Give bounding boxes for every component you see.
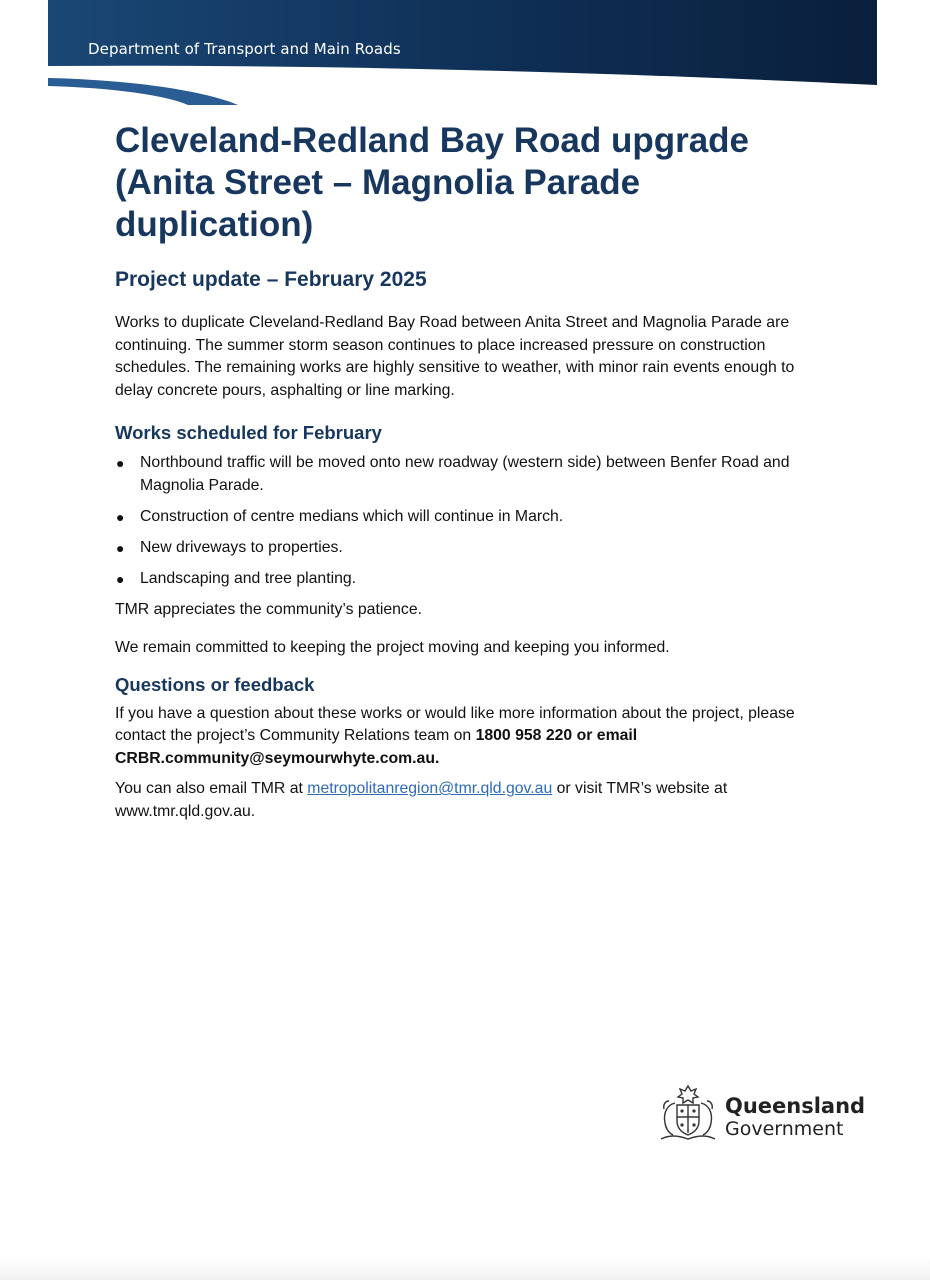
email-suffix: or visit TMR’s website at www.tmr.qld.gov.au. [115,780,728,820]
tmr-email-link[interactable]: metropolitanregion@tmr.qld.gov.au [307,780,553,797]
contact-text: If you have a question about these works or would like more information about the project, please contact the project’s Community Relations team on [115,704,795,744]
list-item [115,568,815,591]
queensland-government-logo [655,1083,866,1145]
bullet-icon: ● [116,455,125,471]
questions-heading: Questions or feedback [115,673,315,695]
list-item [115,452,815,497]
email-paragraph [115,778,815,823]
intro-paragraph: Works to duplicate Cleveland-Redland Bay Road between Anita Street and Magnolia Parade are continuing. The summer storm season continues to place increased pressure on construction schedules. The remaining works are highly sensitive to weather, with minor rain events enough to delay concrete pours, asphalting or line marking. [115,314,795,399]
list-item-text: Northbound traffic will be moved onto new roadway (western side) between Benfer Road and Magnolia Parade. [140,454,790,494]
works-list [115,452,815,590]
bullet-icon: ● [116,508,125,525]
bullet-icon: ● [116,539,125,556]
list-item [115,506,815,529]
appreciation-paragraph: TMR appreciates the community’s patience. [115,600,423,618]
logo-queensland: Queensland [725,1094,866,1118]
list-item-text: Construction of centre medians which will continue in March. [140,507,564,525]
commitment-paragraph: We remain committed to keeping the project moving and keeping you informed. [115,639,670,656]
title-line: duplication) [115,205,314,244]
bullet-icon: ● [116,570,125,587]
list-item-text: New driveways to properties. [140,538,343,556]
header-banner [48,0,877,105]
document-body [115,120,815,823]
contact-paragraph [115,703,815,771]
logo-government: Government [725,1118,844,1140]
project-update-heading: Project update – February 2025 [115,268,427,291]
department-name: Department of Transport and Main Roads [88,40,401,58]
bottom-edge [0,1258,930,1280]
title-line: Cleveland-Redland Bay Road upgrade [115,121,750,160]
works-heading: Works scheduled for February [115,422,382,443]
contact-phone-email: 1800 958 220 or email CRBR.community@seymourwhyte.com.au. [115,727,638,767]
email-prefix: You can also email TMR at [115,780,308,797]
list-item [115,537,815,560]
list-item-text: Landscaping and tree planting. [140,569,357,587]
document-title [115,120,815,246]
queensland-coat-of-arms-icon [655,1083,721,1145]
title-line: (Anita Street – Magnolia Parade [115,163,641,202]
